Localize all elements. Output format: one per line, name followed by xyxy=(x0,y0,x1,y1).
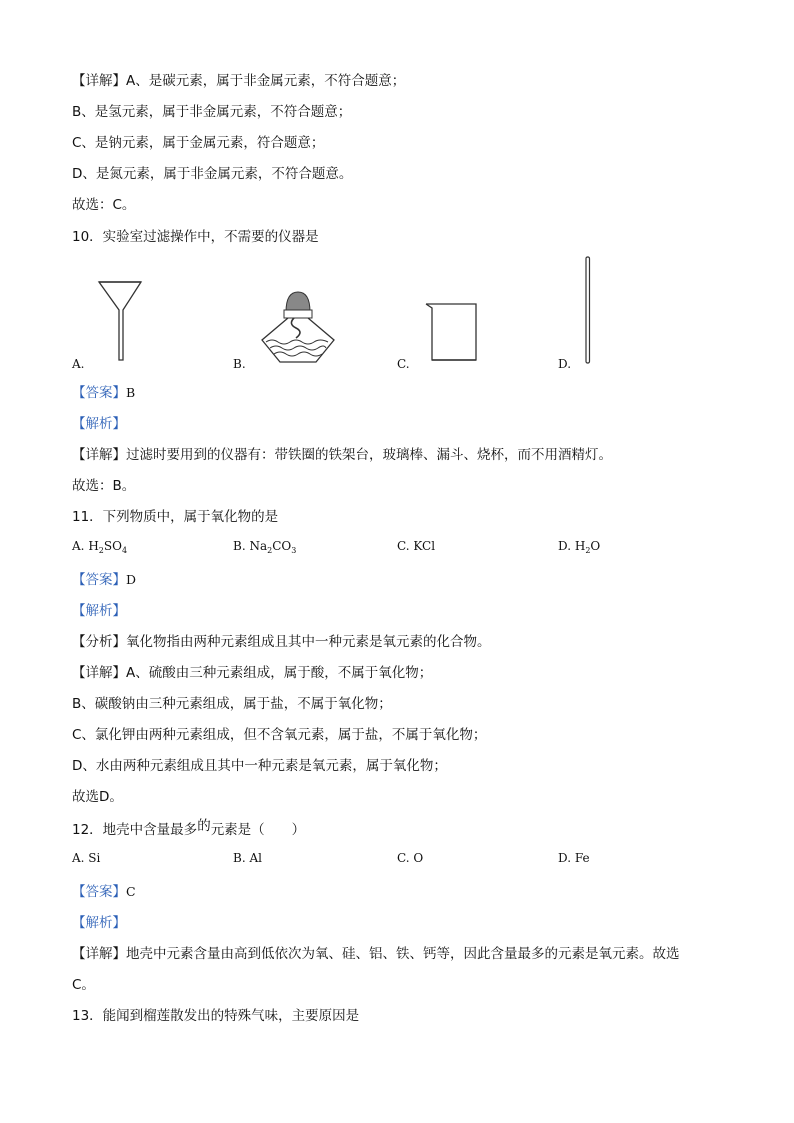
detail-line: D、是氮元素，属于非金属元素，不符合题意。 xyxy=(72,166,353,182)
analysis-tag: 【解析】 xyxy=(72,603,126,619)
analysis-tag: 【解析】 xyxy=(72,915,126,931)
answer-value: B xyxy=(126,385,136,400)
detail-line: B、碳酸钠由三种元素组成，属于盐，不属于氧化物； xyxy=(72,696,392,712)
detail-line: C、是钠元素，属于金属元素，符合题意； xyxy=(72,135,325,151)
question-stem-11: 11．下列物质中，属于氧化物的是 xyxy=(72,509,279,525)
answer-tag: 【答案】 xyxy=(72,572,126,588)
detail-text: 地壳中元素含量由高到低依次为氧、硅、铝、铁、钙等，因此含量最多的元素是氧元素。故选 xyxy=(126,946,680,962)
option-d-label: D. xyxy=(558,357,572,371)
detail-line xyxy=(72,661,432,681)
detail-line xyxy=(72,69,405,89)
fenxi-text: 氧化物指由两种元素组成且其中一种元素是氧元素的化合物。 xyxy=(126,634,491,650)
option-b: B. $Na_2CO_3$ xyxy=(233,539,297,555)
option-a-label: A. xyxy=(72,357,85,371)
option-b-label: B. xyxy=(233,357,246,371)
question-stem-13: 13．能闻到榴莲散发出的特殊气味，主要原因是 xyxy=(72,1008,360,1024)
answer-line xyxy=(72,381,135,401)
detail-tag: 【详解】 xyxy=(72,665,126,681)
detail-line: C。 xyxy=(72,977,95,993)
detail-text: A、是碳元素，属于非金属元素，不符合题意； xyxy=(126,73,406,89)
option-c: C. O xyxy=(397,851,424,865)
choose-line: 故选：C。 xyxy=(72,197,136,213)
fenxi-tag: 【分析】 xyxy=(72,634,126,650)
fenxi-line xyxy=(72,630,491,650)
choose-line: 故选：B。 xyxy=(72,478,136,494)
detail-line: D、水由两种元素组成且其中一种元素是氧元素，属于氧化物； xyxy=(72,758,447,774)
answer-tag: 【答案】 xyxy=(72,385,126,401)
answer-value: D xyxy=(126,572,137,587)
answer-tag: 【答案】 xyxy=(72,884,126,900)
answer-line xyxy=(72,568,136,588)
detail-line xyxy=(72,942,680,962)
question-stem-10: 10．实验室过滤操作中，不需要的仪器是 xyxy=(72,229,319,245)
detail-line xyxy=(72,443,612,463)
detail-line: B、是氢元素，属于非金属元素，不符合题意； xyxy=(72,104,352,120)
option-c: C. KCl xyxy=(397,539,436,553)
question-stem-12: 12．地壳中含量最多的元素是（ ） xyxy=(72,818,306,838)
beaker-icon xyxy=(424,300,480,364)
alcohol-lamp-icon xyxy=(258,290,338,366)
detail-tag: 【详解】 xyxy=(72,447,126,463)
detail-tag: 【详解】 xyxy=(72,73,126,89)
detail-text: 过滤时要用到的仪器有：带铁圈的铁架台，玻璃棒、漏斗、烧杯，而不用酒精灯。 xyxy=(126,447,612,463)
detail-tag: 【详解】 xyxy=(72,946,126,962)
choose-line: 故选D。 xyxy=(72,789,123,805)
detail-text: A、硫酸由三种元素组成，属于酸，不属于氧化物； xyxy=(126,665,433,681)
option-c-label: C. xyxy=(397,357,410,371)
glass-rod-icon xyxy=(584,256,592,364)
option-a: A. Si xyxy=(72,851,101,865)
option-a: A. $H_2SO_4$ xyxy=(72,539,128,555)
analysis-tag: 【解析】 xyxy=(72,416,126,432)
option-d: D. $H_2O$ xyxy=(558,539,601,555)
option-b: B. Al xyxy=(233,851,262,865)
funnel-icon xyxy=(97,280,145,364)
answer-value: C xyxy=(126,884,136,899)
option-d: D. Fe xyxy=(558,851,590,865)
answer-line xyxy=(72,880,136,900)
detail-line: C、氯化钾由两种元素组成，但不含氧元素，属于盐，不属于氧化物； xyxy=(72,727,487,743)
